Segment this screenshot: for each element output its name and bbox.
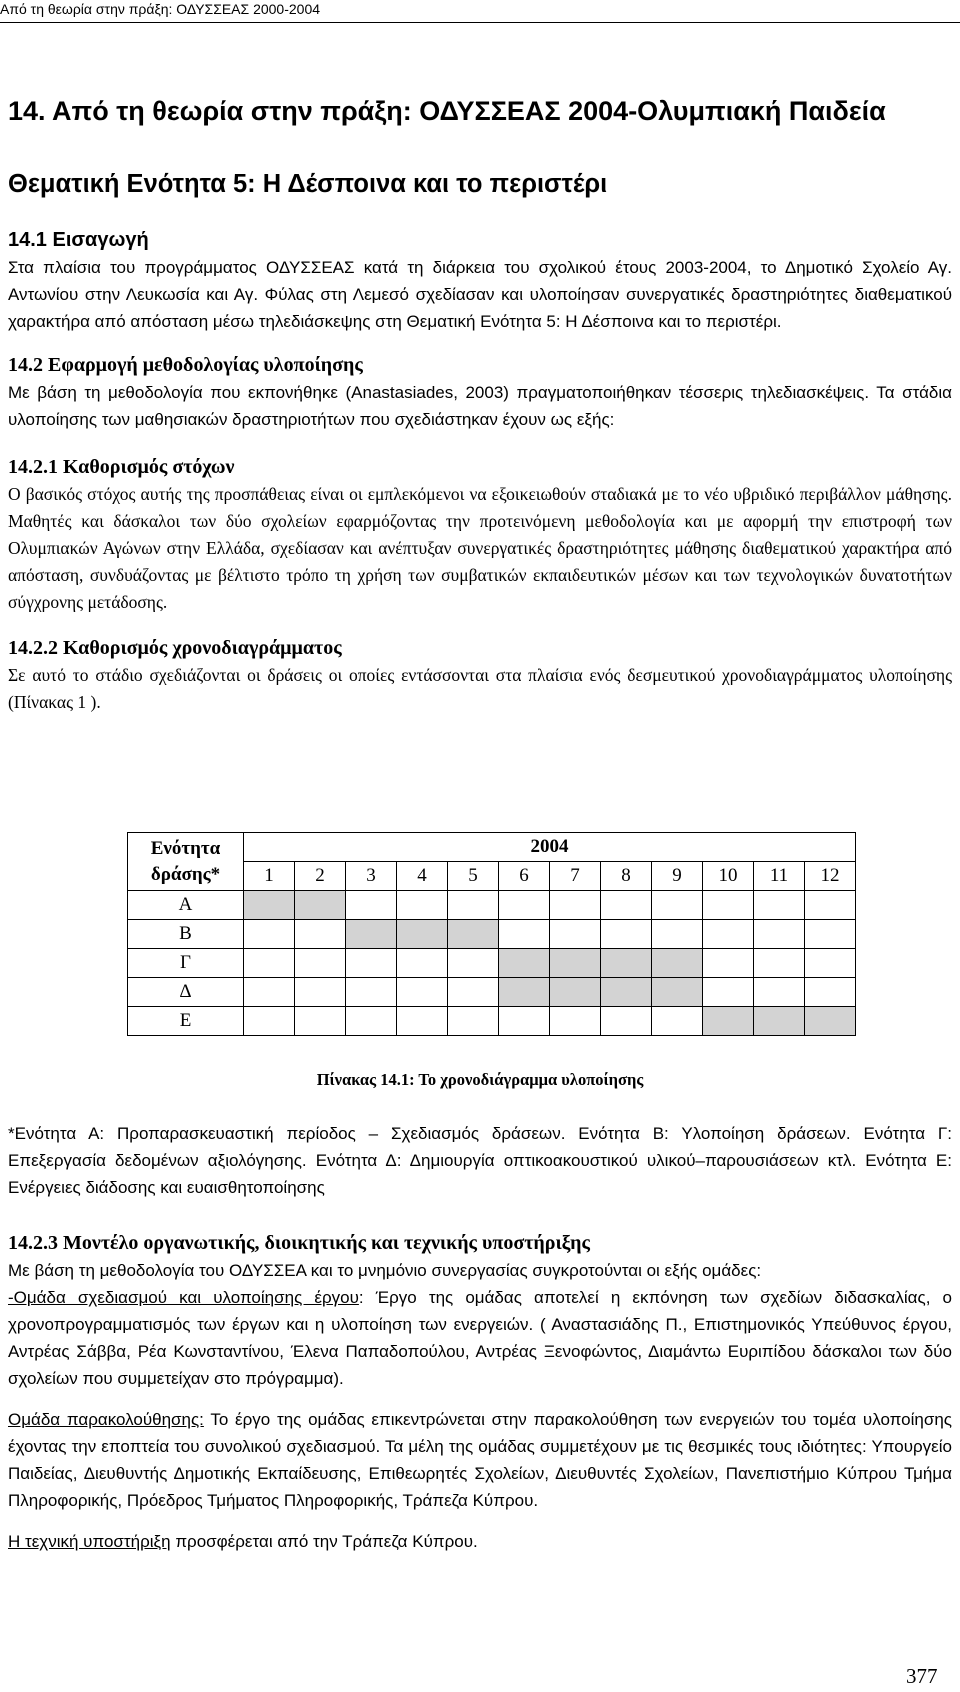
month-cell: [703, 891, 754, 920]
active-month-cell: [703, 1007, 754, 1036]
month-cell: [448, 949, 499, 978]
section-heading-schedule: 14.2.2 Καθορισμός χρονοδιαγράμματος: [8, 637, 342, 659]
month-cell: [397, 891, 448, 920]
goals-paragraph: Ο βασικός στόχος αυτής της προσπάθειας είναι οι εμπλεκόμενοι να εξοικειωθούν σταδιακά με το νέο υβριδικό περιβάλλον μάθησης. Μαθητές και δάσκαλοι των δύο σχολείων εφαρμόζοντας την προτεινόμενη μεθοδολογία και με αφορμή την επιστροφή των Ολυμπιακών Αγώνων στην Ελλάδα, σχεδίασαν και ανέπτυξαν συνεργατικές δραστηριότητες μάθησης διαθεματικού χαρακτήρα από απόσταση, συνδυάζοντας με βέλτιστο τρόπο τη χρήση των συμβατικών εκπαιδευτικών μέσων και των τεχνολογικών δυνατοτήτων σύγχρονης μετάδοσης.: [8, 484, 952, 612]
section-heading-support: 14.2.3 Μοντέλο οργανωτικής, διοικητικής και τεχνικής υποστήριξης: [8, 1232, 590, 1254]
month-cell: [703, 978, 754, 1007]
month-cell: [805, 920, 856, 949]
active-month-cell: [601, 949, 652, 978]
month-cell: [346, 949, 397, 978]
unit-column-header: Ενότητα δράσης*: [128, 833, 244, 891]
month-cell: [805, 978, 856, 1007]
unit-label-cell: Α: [128, 891, 244, 920]
active-month-cell: [397, 920, 448, 949]
month-header-cell: 12: [805, 862, 856, 891]
month-cell: [805, 891, 856, 920]
month-header-cell: 3: [346, 862, 397, 891]
schedule-table-wrap: [127, 832, 856, 1036]
upper-body: [8, 226, 952, 716]
month-cell: [601, 920, 652, 949]
active-month-cell: [805, 1007, 856, 1036]
month-cell: [397, 949, 448, 978]
tech-support-paragraph: [8, 1528, 952, 1555]
header-rule: [0, 22, 960, 23]
design-team-paragraph: [8, 1284, 952, 1392]
table-row: [128, 891, 856, 920]
table-row: [128, 920, 856, 949]
month-header-cell: 8: [601, 862, 652, 891]
active-month-cell: [499, 978, 550, 1007]
month-cell: [295, 949, 346, 978]
year-header: 2004: [244, 833, 856, 862]
month-cell: [550, 891, 601, 920]
month-cell: [703, 949, 754, 978]
schedule-rows: [128, 891, 856, 1036]
unit-label-cell: Γ: [128, 949, 244, 978]
table-row: [128, 1007, 856, 1036]
month-header-cell: 9: [652, 862, 703, 891]
month-cell: [346, 891, 397, 920]
table-footnote: *Ενότητα Α: Προπαρασκευαστική περίοδος – Σχεδιασμός δράσεων. Ενότητα Β: Υλοποίηση δράσεων. Ενότητα Γ: Επεξεργασία δεδομένων αξιολόγησης. Ενότητα Δ: Δημιουργία οπτικοακουστικού υλικού–παρουσιάσεων κτλ. Ενότητα Ε: Ενέργειες διάδοσης και ευαισθητοποίησης: [8, 1124, 952, 1197]
active-month-cell: [499, 949, 550, 978]
month-cell: [754, 920, 805, 949]
month-header-cell: 2: [295, 862, 346, 891]
running-header: Από τη θεωρία στην πράξη: ΟΔΥΣΣΕΑΣ 2000-2004: [0, 1, 321, 17]
month-header-cell: 11: [754, 862, 805, 891]
month-cell: [397, 978, 448, 1007]
section-heading-methodology: 14.2 Εφαρμογή μεθοδολογίας υλοποίησης: [8, 354, 363, 376]
schedule-paragraph: Σε αυτό το στάδιο σχεδιάζονται οι δράσεις οι οποίες εντάσσονται στα πλαίσια ενός δεσμευτικού χρονοδιαγράμματος υλοποίησης (Πίνακας 1 ).: [8, 665, 952, 712]
month-cell: [346, 1007, 397, 1036]
month-cell: [448, 1007, 499, 1036]
table-row: [128, 978, 856, 1007]
active-month-cell: [754, 1007, 805, 1036]
month-header-cell: 1: [244, 862, 295, 891]
month-cell: [244, 920, 295, 949]
month-cell: [754, 949, 805, 978]
tech-support-text: προσφέρεται από την Τράπεζα Κύπρου.: [170, 1532, 478, 1551]
month-header-cell: 5: [448, 862, 499, 891]
month-cell: [295, 1007, 346, 1036]
month-cell: [754, 978, 805, 1007]
month-header-cell: 4: [397, 862, 448, 891]
chapter-title: 14. Από τη θεωρία στην πράξη: ΟΔΥΣΣΕΑΣ 2004-Ολυμπιακή Παιδεία: [8, 96, 886, 126]
active-month-cell: [601, 978, 652, 1007]
active-month-cell: [652, 978, 703, 1007]
table-caption: Πίνακας 14.1: Το χρονοδιάγραμμα υλοποίησης: [316, 1070, 644, 1089]
month-cell: [295, 920, 346, 949]
support-intro: Με βάση τη μεθοδολογία του ΟΔΥΣΣΕΑ και το μνημόνιο συνεργασίας συγκροτούνται οι εξής ομάδες:: [8, 1261, 762, 1280]
month-cell: [244, 978, 295, 1007]
unit-title: Θεματική Ενότητα 5: Η Δέσποινα και το περιστέρι: [8, 170, 608, 198]
active-month-cell: [550, 949, 601, 978]
methodology-paragraph: Με βάση τη μεθοδολογία που εκπονήθηκε (Anastasiades, 2003) πραγματοποιήθηκαν τέσσερις τηλεδιασκέψεις. Τα στάδια υλοποίησης των μαθησιακών δραστηριοτήτων που σχεδιάστηκαν έχουν ως εξής:: [8, 383, 952, 429]
active-month-cell: [244, 891, 295, 920]
lower-body: [8, 1120, 952, 1555]
month-header-cell: 7: [550, 862, 601, 891]
month-header-cell: 6: [499, 862, 550, 891]
month-cell: [652, 891, 703, 920]
table-row: [128, 949, 856, 978]
month-cell: [499, 1007, 550, 1036]
intro-paragraph: Στα πλαίσια του προγράμματος ΟΔΥΣΣΕΑΣ κατά τη διάρκεια του σχολικού έτους 2003-2004, το Δημοτικό Σχολείο Αγ. Αντωνίου στην Λευκωσία και Αγ. Φύλας στη Λεμεσό σχεδίασαν και υλοποίησαν συνεργατικές δραστηριότητες διαθεματικού χαρακτήρα από απόσταση μέσω τηλεδιάσκεψης στη Θεματική Ενότητα 5: Η Δέσποινα και το περιστέρι.: [8, 258, 952, 331]
month-cell: [295, 978, 346, 1007]
month-cell: [652, 1007, 703, 1036]
table-header-row: [128, 833, 856, 862]
active-month-cell: [652, 949, 703, 978]
month-cell: [652, 920, 703, 949]
section-heading-intro: 14.1 Εισαγωγή: [8, 229, 149, 251]
design-team-text: : Έργο της ομάδας αποτελεί η εκπόνηση των σχεδίων διδασκαλίας, ο χρονοπρογραμματισμός των έργων και η υλοποίηση των ενεργειών. ( Αναστασιάδης Π., Επιστημονικός Υπεύθυνος έργου, Αντρέας Σάββα, Ρέα Κωνσταντίνου, Έλενα Παπαδοπούλου, Αντρέας Ξενοφώντος, Διαμάντω Ευριπίδου δάσκαλοι των δύο σχολείων που συμμετείχαν στο πρόγραμμα).: [8, 1288, 952, 1388]
active-month-cell: [346, 920, 397, 949]
monitor-team-paragraph: [8, 1406, 952, 1514]
design-team-label: -Ομάδα σχεδιασμού και υλοποίησης έργου: [8, 1288, 359, 1307]
month-cell: [550, 1007, 601, 1036]
month-cell: [499, 891, 550, 920]
month-cell: [754, 891, 805, 920]
month-header-cell: 10: [703, 862, 754, 891]
monitor-team-label: Ομάδα παρακολούθησης:: [8, 1410, 204, 1429]
month-cell: [805, 949, 856, 978]
month-cell: [346, 978, 397, 1007]
tech-support-label: Η τεχνική υποστήριξη: [8, 1532, 171, 1551]
month-cell: [448, 978, 499, 1007]
schedule-table: [127, 832, 856, 1036]
active-month-cell: [295, 891, 346, 920]
month-cell: [448, 891, 499, 920]
unit-label-cell: Β: [128, 920, 244, 949]
month-cell: [550, 920, 601, 949]
active-month-cell: [448, 920, 499, 949]
unit-label-cell: Ε: [128, 1007, 244, 1036]
month-cell: [601, 891, 652, 920]
monitor-team-text: Το έργο της ομάδας επικεντρώνεται στην παρακολούθηση των ενεργειών του τομέα υλοποίησης έχοντας την εποπτεία του συνολικού σχεδιασμού. Τα μέλη της ομάδας συμμετέχουν με τις θεσμικές τους ιδιότητες: Υπουργείο Παιδείας, Διευθυντής Δημοτικής Εκπαίδευσης, Επιθεωρητές Σχολείων, Διευθυντές Σχολείων, Πανεπιστήμιο Κύπρου Τμήμα Πληροφορικής, Πρόεδρος Τμήματος Πληροφορικής, Τράπεζα Κύπρου.: [8, 1410, 952, 1510]
page-number: 377: [906, 1664, 938, 1688]
active-month-cell: [550, 978, 601, 1007]
section-heading-goals: 14.2.1 Καθορισμός στόχων: [8, 456, 235, 478]
month-cell: [601, 1007, 652, 1036]
month-cell: [703, 920, 754, 949]
unit-label-cell: Δ: [128, 978, 244, 1007]
month-cell: [499, 920, 550, 949]
month-cell: [244, 1007, 295, 1036]
month-cell: [244, 949, 295, 978]
month-cell: [397, 1007, 448, 1036]
